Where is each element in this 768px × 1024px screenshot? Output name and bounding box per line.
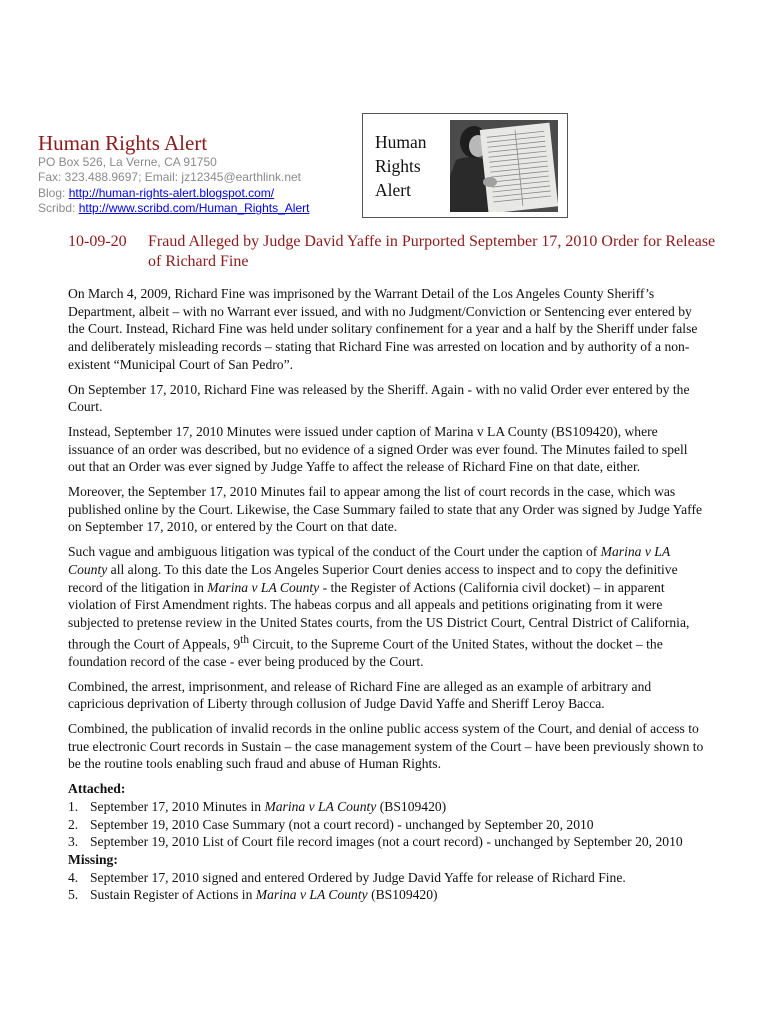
paragraph-7: Combined, the publication of invalid records in the online public access system of the Court, and denial of access to true electronic Court records in Sustain – the case management system of the Court – have been previously shown to be the routine tools enabling such fraud and abuse of Human Rights.: [68, 721, 704, 772]
headline-title: Fraud Alleged by Judge David Yaffe in Purported September 17, 2010 Order for Release of Richard Fine: [148, 233, 716, 270]
item-case-name: Marina v LA County: [255, 887, 368, 903]
p5-superscript: th: [240, 633, 249, 646]
item-text: September 19, 2010 List of Court file record images (not a court record) - unchanged by September 20, 2010: [90, 834, 683, 850]
list-item: [68, 798, 704, 816]
item-text: September 17, 2010 signed and entered Ordered by Judge David Yaffe for release of Richard Fine.: [90, 869, 626, 885]
list-item: [68, 886, 704, 904]
paragraph-4: Moreover, the September 17, 2010 Minutes fail to appear among the list of court records in the case, which was published online by the Court. Likewise, the Case Summary failed to state that any Order was signed by Judge Yaffe on September 17, 2010, or entered by the Court on that date.: [68, 484, 703, 535]
address: PO Box 526, La Verne, CA 91750: [38, 155, 217, 169]
p5-case-name-2: Marina v LA County: [207, 579, 320, 595]
logo-photo-image: [450, 120, 558, 212]
p5-text-a: Such vague and ambiguous litigation was typical of the conduct of the Court under the caption of: [68, 544, 601, 560]
p5-text-d: Circuit, to the Supreme Court of the United States, without the docket – the foundation record of the case - ever being produced by the Court.: [68, 636, 663, 669]
org-title: Human Rights Alert: [38, 131, 208, 155]
item-text: September 19, 2010 Case Summary (not a court record) - unchanged by September 20, 2010: [90, 816, 594, 832]
item-text-suffix: (BS109420): [376, 798, 447, 814]
blog-label: Blog:: [38, 185, 69, 200]
item-case-name: Marina v LA County: [264, 798, 377, 814]
list-item: [68, 869, 704, 887]
contact-block: [38, 155, 309, 217]
p5-case-name-1: Marina v LA County: [68, 544, 670, 577]
logo-text: [375, 130, 427, 202]
logo-line-1: Human: [375, 132, 427, 152]
blog-link[interactable]: http://human-rights-alert.blogspot.com/: [68, 185, 275, 200]
missing-heading: Missing:: [68, 851, 118, 867]
scribd-link[interactable]: http://www.scribd.com/Human_Rights_Alert: [78, 201, 310, 216]
paragraph-2: On September 17, 2010, Richard Fine was released by the Sheriff. Again - with no valid Order ever entered by the Court.: [68, 381, 690, 415]
item-number: 1.: [68, 798, 79, 814]
paragraph-1: On March 4, 2009, Richard Fine was imprisoned by the Warrant Detail of the Los Angeles County Sheriff’s Department, albeit – with no Warrant ever issued, and with no Judgment/Conviction or Sentencing ever entered by the Court. Instead, Richard Fine was held under solitary confinement for a year and a half by the Sheriff under false and deliberately misleading records – stating that Richard Fine was arrested on location and by authority of a non-existent “Municipal Court of San Pedro”.: [68, 286, 698, 372]
p5-text-b: all along. To this date the Los Angeles Superior Court denies access to inspect and to copy the definitive record of the litigation in: [68, 561, 678, 595]
item-text: September 17, 2010 Minutes in: [90, 798, 265, 814]
paragraph-5: [68, 543, 704, 670]
logo: [362, 113, 568, 218]
scribd-line: [38, 201, 309, 216]
list-item: [68, 833, 704, 851]
item-number: 2.: [68, 816, 79, 832]
logo-line-2: Rights: [375, 156, 421, 176]
paragraph-3: Instead, September 17, 2010 Minutes were issued under caption of Marina v LA County (BS109420), where issuance of an order was described, but no evidence of a signed Order was ever found. The Minutes failed to spell out that an Order was ever signed by Judge Yaffe to affect the release of Richard Fine on that date, either.: [68, 423, 688, 475]
p5-text-c: - the Register of Actions (California civil docket) – in apparent violation of First Amendment rights. The habeas corpus and all appeals and petitions originating from it were subjected to pretense review in the United States courts, from the US District Court, Central District of California, through the Court of Appeals, 9: [68, 579, 690, 652]
item-text: Sustain Register of Actions in: [90, 887, 256, 903]
fax-email: Fax: 323.488.9697; Email: jz12345@earthlink.net: [38, 170, 302, 185]
paragraph-6: Combined, the arrest, imprisonment, and release of Richard Fine are alleged as an example of arbitrary and capricious deprivation of Liberty through collusion of Judge David Yaffe and Sheriff Leroy Bacca.: [68, 678, 652, 712]
scribd-label: Scribd:: [38, 201, 79, 216]
attached-list: [68, 798, 704, 851]
item-number: 3.: [68, 834, 79, 850]
item-number: 5.: [68, 887, 79, 903]
missing-list: [68, 869, 704, 904]
item-number: 4.: [68, 869, 79, 885]
article-body: [68, 285, 704, 904]
list-item: [68, 816, 704, 834]
logo-line-3: Alert: [375, 180, 411, 200]
attached-heading: Attached:: [68, 781, 126, 797]
blog-line: [38, 186, 309, 201]
headline-date: 10-09-20: [68, 233, 127, 250]
item-text-suffix: (BS109420): [367, 887, 438, 903]
